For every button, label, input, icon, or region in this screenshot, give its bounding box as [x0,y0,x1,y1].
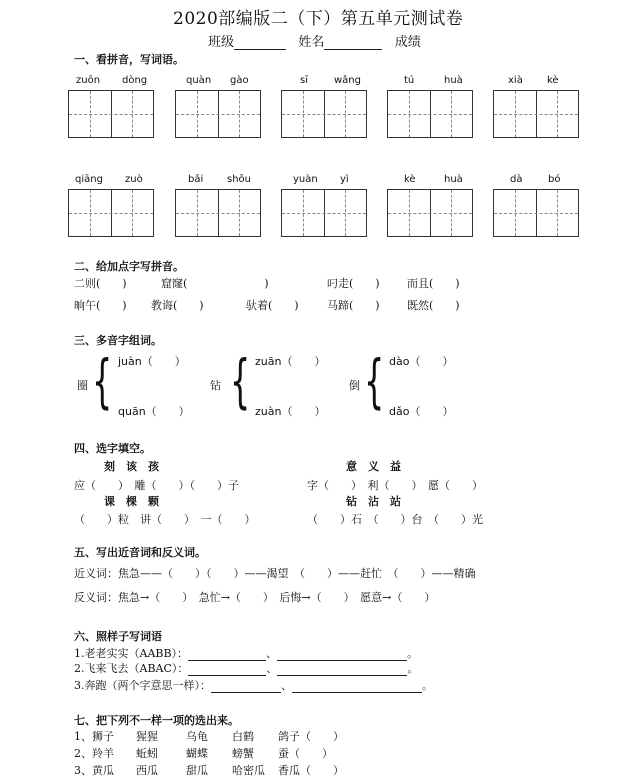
polyphone-bottom: zuàn（ ） [255,405,326,418]
pinyin-10b: bó [548,174,561,185]
pattern-line-1: 1.老老实实（AABB）： 、 。 [74,647,419,660]
pinyin-4b: huà [444,75,463,86]
pinyin-7a: bǎi [188,174,204,185]
choice-chars: 课 棵 颗 [104,495,159,508]
pinyin-5b: kè [547,75,559,86]
writing-grid[interactable] [281,90,367,138]
antonym-line: 反义词：焦急→（ ） 急忙→（ ） 后悔→（ ） 愿意→（ ） [74,591,436,604]
section7-heading: 七、把下列不一样一项的选出来。 [74,714,239,727]
class-label: 班级 [208,35,235,50]
polyphone-char: 倒 [349,379,360,392]
pinyin-item: 叼走( ) [327,277,380,290]
writing-grid[interactable] [387,90,473,138]
brace-icon: { [230,347,251,415]
pattern-line-3: 3.奔跑（两个字意思一样）： 、 。 [74,679,433,692]
pinyin-5a: xià [508,75,523,86]
name-label: 姓名 [298,35,325,50]
odd-one-item: 蚯蚓 [136,747,158,760]
name-field[interactable] [324,49,382,50]
pinyin-item: 二则( ) [74,277,127,290]
page-title: 2020部编版二（下）第五单元测试卷 [173,9,464,29]
odd-one-item: 哈密瓜 [232,764,265,777]
odd-one-item: 鸽子（ ） [278,730,344,743]
fill-row: 应（ ） 雕（ ）（ ）子 [74,479,239,492]
pinyin-8a: yuàn [293,174,318,185]
section5-heading: 五、写出近音词和反义词。 [74,546,206,559]
section4-heading: 四、选字填空。 [74,442,151,455]
writing-grid[interactable] [175,189,261,237]
fill-row: 字（ ） 利（ ） 愿（ ） [307,479,483,492]
odd-one-item: 蝴蝶 [186,747,208,760]
choice-chars: 刻 该 孩 [104,460,159,473]
section1-heading: 一、看拼音，写词语。 [74,53,184,66]
answer-blank[interactable] [277,675,407,676]
pinyin-item: 晌午( ) [74,299,127,312]
pinyin-item: 驮着( ) [246,299,299,312]
pinyin-item: 而且( ) [407,277,460,290]
odd-one-item: 甜瓜 [186,764,208,777]
writing-grid[interactable] [493,189,579,237]
pinyin-7b: shǒu [227,174,252,185]
writing-grid[interactable] [68,189,154,237]
polyphone-top: dào（ ） [389,355,454,368]
writing-grid[interactable] [493,90,579,138]
pinyin-item: 教诲( ) [151,299,204,312]
pinyin-3a: sī [300,75,308,86]
pinyin-item: 既然( ) [407,299,460,312]
pinyin-2b: gào [230,75,249,86]
score-label: 成绩 [394,35,421,50]
section3-heading: 三、多音字组词。 [74,334,162,347]
pinyin-item: 马蹄( ) [327,299,380,312]
writing-grid[interactable] [387,189,473,237]
polyphone-bottom: quān（ ） [118,405,190,418]
writing-grid[interactable] [175,90,261,138]
answer-blank[interactable] [188,675,266,676]
polyphone-bottom: dǎo（ ） [389,405,454,418]
class-field[interactable] [234,49,286,50]
choice-chars: 意 义 益 [346,460,401,473]
answer-blank[interactable] [292,692,422,693]
synonym-line: 近义词：焦急——（ ）（ ）——渴望 （ ）——赶忙 （ ）——精确 [74,567,476,580]
pinyin-4a: tú [404,75,415,86]
polyphone-char: 钻 [210,379,221,392]
pinyin-3b: wǎng [334,75,361,86]
pinyin-1a: zuōn [76,75,101,86]
fill-row: （ ）石 （ ）台 （ ）光 [307,513,483,526]
odd-one-item: 香瓜（ ） [278,764,344,777]
polyphone-top: juàn（ ） [118,355,186,368]
polyphone-char: 圈 [77,379,88,392]
odd-one-item: 白鹤 [232,730,254,743]
odd-one-item: 3、黄瓜 [74,764,114,777]
fill-row: （ ）粒 讲（ ） 一（ ） [74,513,256,526]
brace-icon: { [364,347,385,415]
polyphone-top: zuān（ ） [255,355,326,368]
section2-heading: 二、给加点字写拼音。 [74,260,184,273]
pinyin-1b: dòng [122,75,148,86]
odd-one-item: 猩猩 [136,730,158,743]
pinyin-item: 窟窿( ) [161,277,269,290]
pinyin-9a: kè [404,174,416,185]
odd-one-item: 螃蟹 [232,747,254,760]
pinyin-6a: qiāng [75,174,103,185]
writing-grid[interactable] [68,90,154,138]
pinyin-10a: dà [510,174,523,185]
pattern-line-2: 2.飞来飞去（ABAC）： 、 。 [74,662,419,675]
writing-grid[interactable] [281,189,367,237]
pinyin-2a: quàn [186,75,212,86]
choice-chars: 钻 沾 站 [346,495,401,508]
odd-one-item: 蚕（ ） [278,747,333,760]
pinyin-9b: huà [444,174,463,185]
brace-icon: { [92,347,113,415]
pinyin-8b: yì [340,174,349,185]
odd-one-item: 2、羚羊 [74,747,114,760]
odd-one-item: 乌龟 [186,730,208,743]
pinyin-6b: zuò [125,174,143,185]
answer-blank[interactable] [211,692,281,693]
odd-one-item: 西瓜 [136,764,158,777]
section6-heading: 六、照样子写词语 [74,630,162,643]
header-info [208,31,421,50]
odd-one-item: 1、狮子 [74,730,114,743]
